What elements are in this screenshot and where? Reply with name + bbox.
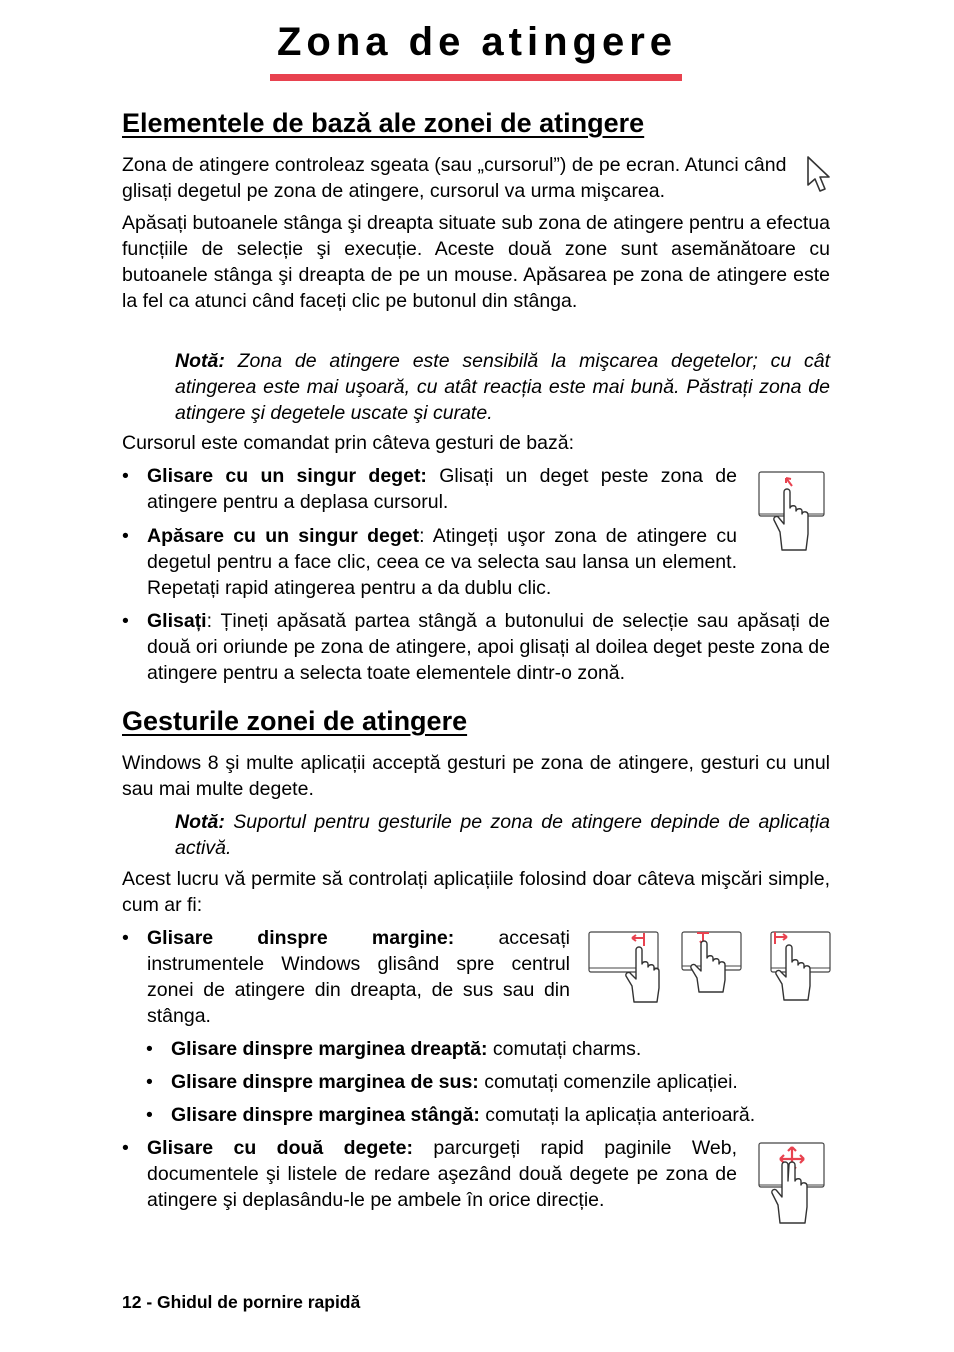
page-footer: 12 - Ghidul de pornire rapidă xyxy=(122,1292,361,1312)
list-item-body: accesați instrumentele Windows glisând spre centrul zonei de atingere din dreapta, de sus sau din stânga. xyxy=(147,927,570,1027)
section-heading-gestures: Gesturile zonei de atingere xyxy=(122,706,468,736)
list-item-text xyxy=(147,523,737,601)
list-item-body: : Atingeți uşor zona de atingere cu degetul pentru a face clic, ceea ce va selecta sau lansa un element. Repetați rapid atingerea pentru a da dublu clic. xyxy=(147,525,737,599)
list-item-bold: Apăsare cu un singur deget xyxy=(147,525,420,547)
cursor-arrow-icon xyxy=(806,155,832,197)
sub-list-item-text xyxy=(171,1102,755,1128)
one-finger-touchpad-icon xyxy=(758,470,826,552)
bullet-dot: • xyxy=(122,525,129,547)
section-heading-basics: Elementele de bază ale zonei de atingere xyxy=(122,108,645,138)
title-underline xyxy=(270,74,682,81)
sub-list-item-bold: Glisare dinspre marginea dreaptă: xyxy=(171,1038,488,1060)
note-support xyxy=(175,809,830,861)
bullet-dot: • xyxy=(146,1038,153,1060)
sub-list-item-body: comutați comenzile aplicației. xyxy=(478,1071,738,1093)
list-item-bold: Glisare dinspre margine: xyxy=(147,927,455,949)
note-label: Notă: xyxy=(175,350,225,372)
note-label: Notă: xyxy=(175,811,225,833)
list-item-body: parcurgeți rapid paginile Web, documentele şi listele de redare aşezând două degete pe zona de atingere şi deplasându-le pe ambele în orice direcție. xyxy=(147,1137,737,1211)
bullet-dot: • xyxy=(122,465,129,487)
sub-list-item-body: comutați charms. xyxy=(487,1038,642,1060)
swipe-right-edge-icon xyxy=(588,930,660,1004)
list-item-text xyxy=(147,925,570,1029)
list-item-bold: Glisare cu două degete: xyxy=(147,1137,413,1159)
note-sensitivity xyxy=(175,348,830,426)
bullet-dot: • xyxy=(146,1071,153,1093)
two-finger-scroll-icon xyxy=(758,1141,826,1225)
paragraph-control: Acest lucru vă permite să controlați aplicațiile folosind doar câteva mişcări simple, cum ar fi: xyxy=(122,868,830,916)
sub-list-item-body: comutați la aplicația anterioară. xyxy=(479,1104,756,1126)
note-text: Zona de atingere este sensibilă la mişcarea degetelor; cu cât atingerea este mai uşoară, cu atât reacția este mai bună. Păstrați zona de atingere şi degetele uscate şi curate. xyxy=(175,350,830,424)
page-title: Zona de atingere xyxy=(276,20,678,64)
list-item-bold: Glisare cu un singur deget: xyxy=(147,465,427,487)
list-item-body: : Țineți apăsată partea stângă a butonului de selecție sau apăsați de două ori oriunde pe zona de atingere, apoi glisați al doilea deget peste zona de atingere pentru a selecta toate elementele dintr-o zonă. xyxy=(147,610,830,684)
list-item-body: Glisați un deget peste zona de atingere pentru a deplasa cursorul. xyxy=(147,465,737,513)
list-item-text xyxy=(147,1135,737,1213)
paragraph-gestures-intro: Cursorul este comandat prin câteva gesturi de bază: xyxy=(122,432,574,454)
list-item-text xyxy=(147,608,830,686)
note-text: Suportul pentru gesturile pe zona de atingere depinde de aplicația activă. xyxy=(175,811,830,859)
sub-list-item-bold: Glisare dinspre marginea stângă: xyxy=(171,1104,480,1126)
sub-list-item-text xyxy=(171,1036,641,1062)
bullet-dot: • xyxy=(146,1104,153,1126)
list-item-text xyxy=(147,463,737,515)
list-item-bold: Glisați xyxy=(147,610,207,632)
bullet-dot: • xyxy=(122,1137,129,1159)
sub-list-item-text xyxy=(171,1069,738,1095)
bullet-dot: • xyxy=(122,927,129,949)
sub-list-item-bold: Glisare dinspre marginea de sus: xyxy=(171,1071,479,1093)
swipe-left-edge-icon xyxy=(770,930,832,1002)
bullet-dot: • xyxy=(122,610,129,632)
paragraph-windows8: Windows 8 şi multe aplicații acceptă gesturi pe zona de atingere, gesturi cu unul sau mai multe degete. xyxy=(122,752,830,800)
paragraph-intro: Zona de atingere controleaz sgeata (sau „cursorul”) de pe ecran. Atunci când glisați degetul pe zona de atingere, cursorul va urma mişcarea. xyxy=(122,154,787,202)
paragraph-buttons: Apăsați butoanele stânga şi dreapta situate sub zona de atingere pentru a efectua funcțiile de selecție şi execuție. Aceste două zone sunt asemănătoare cu butoanele stânga şi dreapta de pe un mouse. Apăsarea pe zona de atingere este la fel ca atunci când faceți clic pe butonul din stânga. xyxy=(122,212,830,312)
swipe-top-edge-icon xyxy=(681,930,743,994)
